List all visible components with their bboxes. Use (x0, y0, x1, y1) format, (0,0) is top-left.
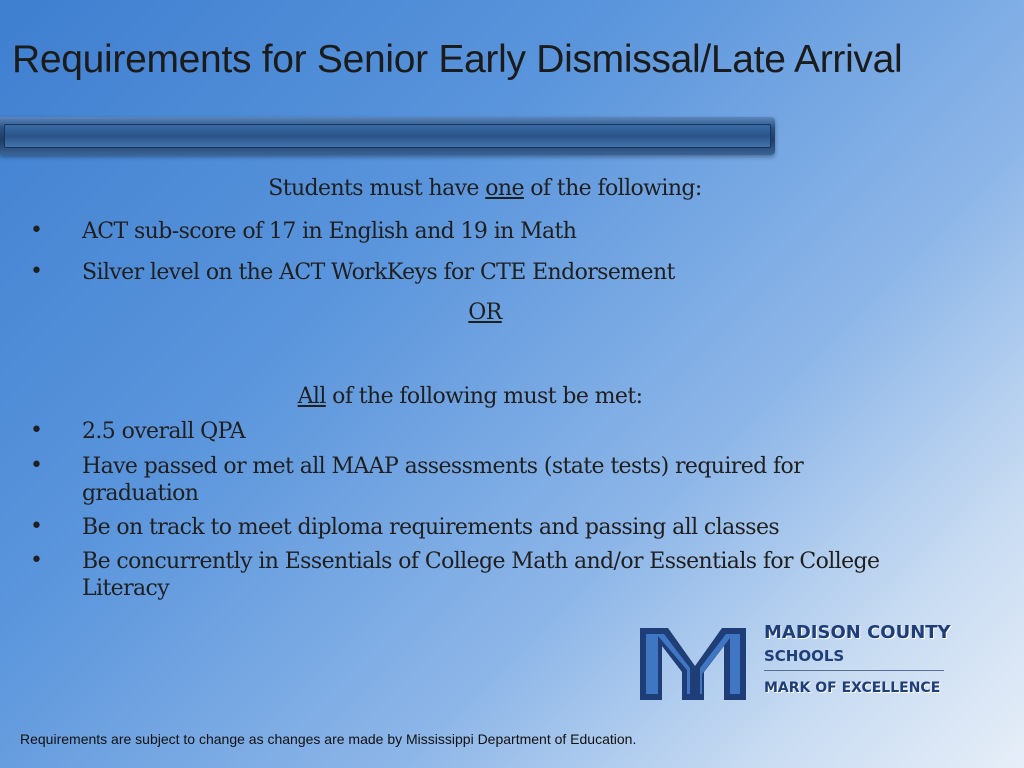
title-divider-bar (0, 117, 775, 155)
logo-line-1: MADISON COUNTY (764, 622, 951, 643)
section1-intro-prefix: Students must have (268, 176, 486, 201)
section2-intro-underlined: All (297, 384, 326, 409)
list-item-text: Be concurrently in Essentials of College Math and/or Essentials for College Literacy (82, 549, 880, 601)
logo-divider (764, 670, 944, 671)
list-item-text: ACT sub-score of 17 in English and 19 in Math (82, 219, 577, 244)
bullet-icon: • (30, 453, 43, 478)
logo-line-2: SCHOOLS (764, 647, 845, 665)
logo-line-3: MARK OF EXCELLENCE (764, 680, 941, 696)
bullet-icon: • (30, 259, 43, 284)
section1-intro-suffix: of the following: (523, 176, 702, 201)
madison-county-schools-logo (640, 620, 1000, 704)
title-divider-inner (4, 124, 771, 148)
section2-intro-suffix: of the following must be met: (325, 384, 643, 409)
bullet-icon: • (30, 218, 43, 243)
list-item-text: Silver level on the ACT WorkKeys for CTE Endorsement (82, 260, 675, 285)
section2-intro (230, 384, 710, 409)
bullet-icon: • (30, 548, 43, 573)
section1-intro-underlined: one (485, 176, 524, 201)
or-separator: OR (468, 300, 502, 325)
list-item-text: 2.5 overall QPA (82, 419, 246, 444)
list-item-text: Have passed or met all MAAP assessments (state tests) required for graduation (82, 454, 804, 506)
bullet-icon: • (30, 418, 43, 443)
section1-intro (200, 176, 770, 201)
bullet-icon: • (30, 514, 43, 539)
list-item-text: Be on track to meet diploma requirements and passing all classes (82, 515, 780, 540)
footer-note: Requirements are subject to change as changes are made by Mississippi Department of Education. (20, 731, 637, 747)
m-logo-icon (640, 620, 750, 704)
slide-title: Requirements for Senior Early Dismissal/Late Arrival (12, 38, 903, 81)
